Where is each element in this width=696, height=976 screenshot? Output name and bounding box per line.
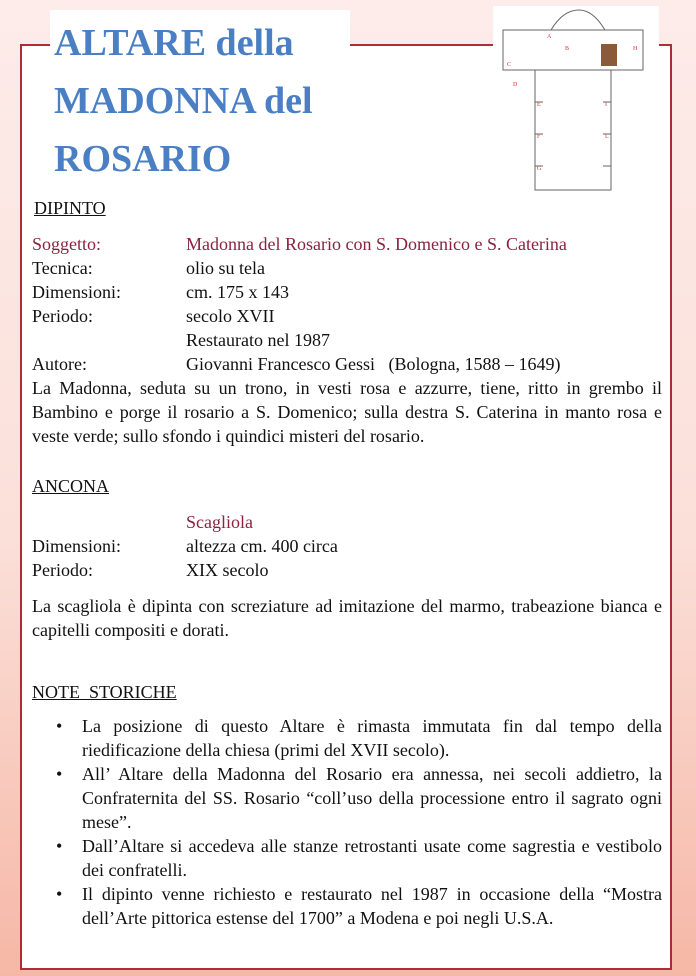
- ancona-row-periodo: Periodo: XIX secolo: [32, 560, 269, 580]
- ancona-heading: ANCONA: [32, 476, 110, 496]
- map-label-e: E: [537, 102, 541, 108]
- map-label-b: B: [565, 46, 570, 52]
- main-content: [32, 196, 662, 930]
- ancona-description: La scagliola è dipinta con screziature ad imitazione del marmo, trabeazione bianca e capitelli compositi e dorati.: [32, 596, 662, 640]
- dipinto-row-tecnica: Tecnica: olio su tela: [32, 258, 265, 278]
- map-label-f: F: [537, 134, 541, 140]
- map-label-g: G: [537, 166, 542, 172]
- altar-marker: [601, 44, 617, 66]
- list-item: • La posizione di questo Altare è rimasta immutata fin dal tempo della riedificazione della chiesa (primi del XVII secolo).: [82, 714, 662, 762]
- floor-plan-drawing: [493, 6, 659, 196]
- church-floor-plan: [493, 6, 659, 196]
- dipinto-row-soggetto: Soggetto: Madonna del Rosario con S. Domenico e S. Caterina: [32, 234, 567, 254]
- ancona-row-dimensioni: Dimensioni: altezza cm. 400 circa: [32, 536, 338, 556]
- dipinto-row-autore: Autore: Giovanni Francesco Gessi (Bologna, 1588 – 1649): [32, 354, 561, 374]
- dipinto-row-dimensioni: Dimensioni: cm. 175 x 143: [32, 282, 289, 302]
- map-label-a: A: [547, 34, 552, 40]
- dipinto-row-periodo: Periodo: secolo XVII: [32, 306, 275, 326]
- list-item: • All’ Altare della Madonna del Rosario era annessa, nei secoli addietro, la Confraternita del SS. Rosario “coll’uso della processione entro il sagrato ogni mese”.: [82, 762, 662, 834]
- map-label-i: I: [605, 102, 607, 108]
- map-label-c: C: [507, 62, 512, 68]
- note-heading: NOTE STORICHE: [32, 682, 177, 702]
- title-line-1: ALTARE della: [54, 22, 294, 64]
- map-label-l: L: [605, 134, 609, 140]
- dipinto-heading: DIPINTO: [34, 198, 106, 218]
- title-line-3: ROSARIO: [54, 138, 232, 180]
- dipinto-row-restauro: Restaurato nel 1987: [186, 330, 330, 350]
- ancona-details: [32, 510, 662, 582]
- list-item: • Il dipinto venne richiesto e restaurato nel 1987 in occasione della “Mostra dell’Arte pittorica estense del 1700” a Modena e poi negli U.S.A.: [82, 882, 662, 930]
- title-line-2: MADONNA del: [54, 80, 313, 122]
- list-item: • Dall’Altare si accedeva alle stanze retrostanti usate come sagrestia e vestibolo dei confratelli.: [82, 834, 662, 882]
- map-label-h: H: [633, 46, 638, 52]
- ancona-material: Scagliola: [186, 512, 253, 532]
- note-list: [32, 714, 662, 930]
- dipinto-description: La Madonna, seduta su un trono, in vesti rosa e azzurre, tiene, ritto in grembo il Bambino e porge il rosario a S. Domenico; sulla destra S. Caterina in manto rosa e veste verde; sullo sfondo i quindici misteri del rosario.: [32, 378, 662, 446]
- dipinto-details: [32, 232, 662, 376]
- map-label-d: D: [513, 82, 518, 88]
- page-title: [54, 14, 313, 188]
